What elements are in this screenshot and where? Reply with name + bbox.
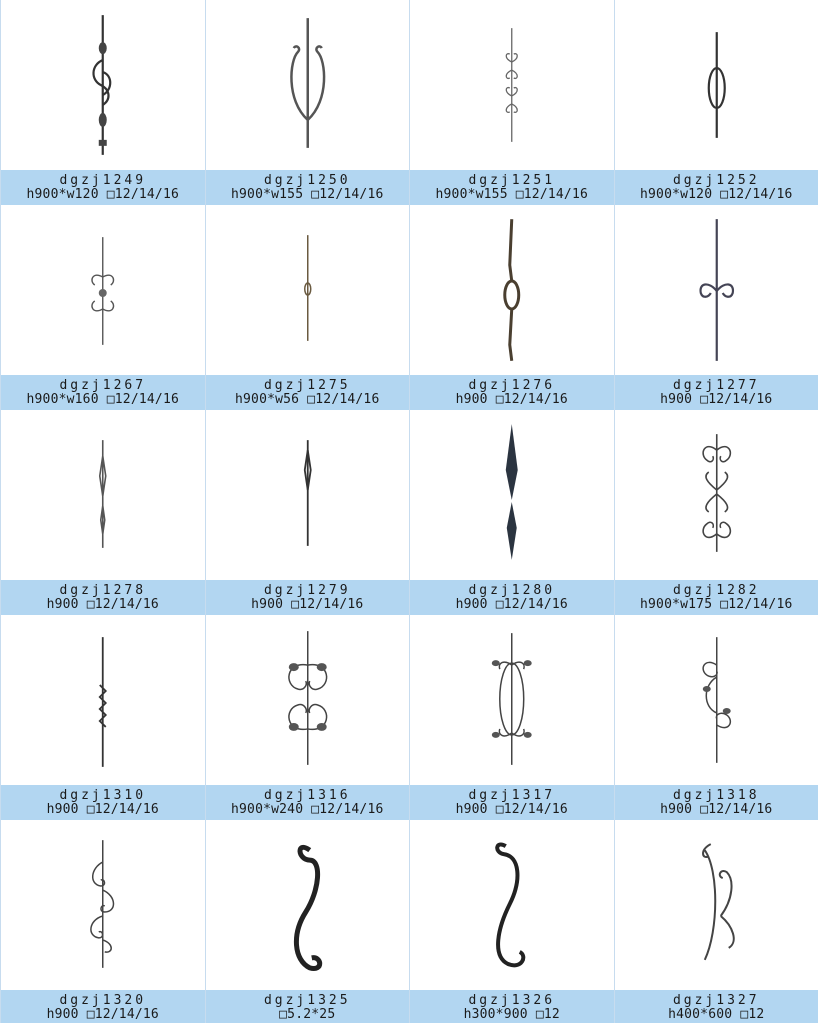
product-spec: h900 □12/14/16 (660, 392, 773, 407)
product-code: dgzj1325 (263, 993, 351, 1008)
product-code: dgzj1275 (263, 378, 351, 393)
product-code: dgzj1252 (672, 173, 760, 188)
product-spec: h900*w120 □12/14/16 (639, 187, 793, 202)
product-code: dgzj1250 (263, 173, 351, 188)
flower-icon (99, 289, 107, 297)
product-spec: h900 □12/14/16 (455, 597, 568, 612)
product-image-cell[interactable] (0, 615, 205, 785)
baluster-spear-icon (206, 410, 410, 580)
product-image-cell[interactable] (614, 205, 818, 375)
product-code: dgzj1280 (468, 583, 556, 598)
product-caption (614, 580, 818, 615)
product-image-cell[interactable] (409, 615, 614, 785)
baluster-small-scrolls-icon (410, 0, 614, 170)
baluster-leaf-s-icon (615, 615, 818, 785)
baluster-double-spindle-icon (410, 410, 614, 580)
product-image-cell[interactable] (614, 615, 818, 785)
product-caption (409, 375, 614, 410)
baluster-scroll-panel-icon (615, 410, 818, 580)
s-scroll-flat-icon (206, 820, 410, 990)
product-image-cell[interactable] (0, 820, 205, 990)
product-code: dgzj1249 (59, 173, 147, 188)
baluster-basket-icon (410, 205, 614, 375)
product-caption (0, 580, 205, 615)
product-caption (0, 785, 205, 820)
product-spec: h900*w56 □12/14/16 (235, 392, 380, 407)
product-code: dgzj1251 (468, 173, 556, 188)
product-code: dgzj1276 (468, 378, 556, 393)
product-caption (205, 375, 410, 410)
product-spec: h900*w155 □12/14/16 (435, 187, 588, 202)
baluster-leaf-oval-icon (410, 615, 614, 785)
product-caption (614, 375, 818, 410)
product-code: dgzj1320 (59, 993, 147, 1008)
product-caption (205, 785, 410, 820)
product-image-cell[interactable] (205, 205, 410, 375)
baluster-loop-icon (206, 0, 410, 170)
product-spec: h900*w155 □12/14/16 (230, 187, 384, 202)
product-code: dgzj1267 (59, 378, 147, 393)
product-code: dgzj1316 (263, 788, 351, 803)
product-spec: h900 □12/14/16 (251, 597, 364, 612)
baluster-oval-icon (615, 0, 818, 170)
product-caption (0, 170, 205, 205)
product-image-cell[interactable] (0, 410, 205, 580)
product-caption (0, 375, 205, 410)
product-caption (205, 580, 410, 615)
product-image-cell[interactable] (409, 820, 614, 990)
baluster-flower-icon (1, 205, 205, 375)
baluster-multi-scroll-icon (1, 820, 205, 990)
product-spec: h900*w240 □12/14/16 (230, 802, 384, 817)
product-code: dgzj1278 (59, 583, 147, 598)
baluster-leaf-scroll-icon (206, 615, 410, 785)
product-code: dgzj1282 (672, 583, 760, 598)
product-image-cell[interactable] (614, 410, 818, 580)
product-spec: h900 □12/14/16 (455, 802, 568, 817)
product-caption (409, 580, 614, 615)
product-code: dgzj1277 (672, 378, 760, 393)
product-code: dgzj1279 (263, 583, 351, 598)
product-spec: h900*w160 □12/14/16 (26, 392, 179, 407)
product-image-cell[interactable] (409, 410, 614, 580)
product-code: dgzj1327 (672, 993, 760, 1008)
s-scroll-icon (410, 820, 614, 990)
product-image-cell[interactable] (0, 0, 205, 170)
product-spec: h900 □12/14/16 (46, 597, 159, 612)
product-caption (614, 170, 818, 205)
product-caption (614, 990, 818, 1023)
product-caption (205, 990, 410, 1023)
product-image-cell[interactable] (614, 0, 818, 170)
baluster-bow-icon (615, 205, 818, 375)
baluster-spear-icon (1, 410, 205, 580)
product-spec: h900 □12/14/16 (46, 1007, 159, 1022)
product-image-cell[interactable] (205, 820, 410, 990)
product-spec: h900*w175 □12/14/16 (639, 597, 793, 612)
product-code: dgzj1326 (468, 993, 556, 1008)
product-caption (409, 990, 614, 1023)
baluster-double-scroll-icon (1, 0, 205, 170)
product-caption (0, 990, 205, 1023)
product-image-cell[interactable] (409, 0, 614, 170)
product-code: dgzj1318 (672, 788, 760, 803)
product-image-cell[interactable] (205, 0, 410, 170)
product-image-cell[interactable] (0, 205, 205, 375)
c-scroll-pair-icon (615, 820, 818, 990)
product-spec: h300*900 □12 (463, 1007, 560, 1022)
baluster-knot-icon (206, 205, 410, 375)
product-caption (614, 785, 818, 820)
product-spec: □5.2*25 (279, 1007, 336, 1022)
product-image-cell[interactable] (205, 615, 410, 785)
product-spec: h900*w120 □12/14/16 (26, 187, 179, 202)
product-caption (409, 170, 614, 205)
product-code: dgzj1310 (59, 788, 147, 803)
product-spec: h900 □12/14/16 (660, 802, 773, 817)
product-spec: h900 □12/14/16 (46, 802, 159, 817)
product-caption (205, 170, 410, 205)
product-image-cell[interactable] (614, 820, 818, 990)
product-spec: h900 □12/14/16 (455, 392, 568, 407)
product-spec: h400*600 □12 (668, 1007, 765, 1022)
product-code: dgzj1317 (468, 788, 556, 803)
product-caption (409, 785, 614, 820)
product-image-cell[interactable] (409, 205, 614, 375)
baluster-twisted-icon (1, 615, 205, 785)
product-image-cell[interactable] (205, 410, 410, 580)
